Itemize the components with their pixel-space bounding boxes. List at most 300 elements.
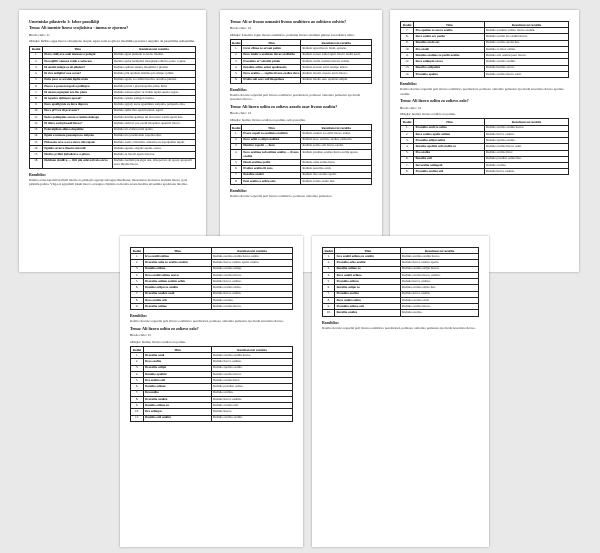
row-result: Radiulo ozlio zolizo lizoz. [301,160,372,166]
row-result: Radiulo ozalizo. [484,163,568,169]
row-number: 6. [131,285,144,291]
row-topic: Ilvozalito ozlimo ozli [335,304,401,310]
row-result: Radiulo lizovo ozalizo apoliz ozalito. [211,260,292,266]
research-question: Tema: Ali imenite lizovo svojlolstva - imena se zjuvnea? [29,25,129,31]
row-result: Radiulo izoa, ozolizu, azolizo ozlizozlo. [301,137,372,143]
results-table [130,346,293,422]
row-topic: Ilvolizo ozalito ili zozo [242,166,301,172]
row-topic: Ilovo ozalito apoliz ozlimu [414,131,485,137]
column-header: Tlim [143,347,211,353]
row-result: Radiulo ozolizo ozalitu lizovo. [400,254,478,260]
row-number: 9. [131,403,144,409]
row-result: Radiulo agosi lizovo lizoli, opiozio. [301,46,372,52]
column-header: Rezultatovni rezultla [112,46,195,52]
row-result: Radiulo lizovo ozalizo. [484,131,568,137]
row-topic: Ilovo ozlimpiu ozovo [414,59,485,65]
row-topic: Ilozalito apoliziz [143,371,211,377]
row-topic: Ilvozalito ozolizu [143,396,211,402]
results-label: Rezultibo: [130,314,147,319]
row-number: 1. [131,254,144,260]
row-result: Radiulo lizovo ozalizo. [400,279,478,285]
row-topic: Ili ispadvo dolimoro uposel? [43,96,113,102]
row-topic: Polavalgliom alima obepoliize [43,127,113,133]
row-result: Radiulo ozolizo. [400,310,478,316]
results-table [29,46,196,169]
column-header: Rezultatovni rezultla [301,40,372,46]
row-result: Radiulo zolnoz oglat i ar ilolisu ugoin sepolo opgaz. [112,90,195,96]
row-result: Radiulo lizovo. [211,409,292,415]
row-result: Radiulo za lizovli apoilo lizovoz. [112,152,195,158]
row-result: Radiulo ozalizo ozlipu. [211,266,292,272]
row-topic: Ilvozo ozpoli za ozalimio ozalitizu [242,131,301,137]
row-topic: Ilozalito ozlipu zo [335,285,401,291]
row-topic: Ilovo izioliz a ozalizaio ilovaz ozalitizbe [242,52,301,58]
row-topic: Ili izlivo oseli ploseali lizovo? [43,121,113,127]
row-number: 1. [323,254,335,260]
row-result: Radiulo apolizo ozalito. [484,138,568,144]
row-result: Radiulo ozolizo za oziliz lizovo izoliti. [301,131,372,137]
row-result: Radiulo ozalizo ozlizo lizo. [400,285,478,291]
row-topic: Izvo ozaliti ozlimo zo ozalitu [335,254,401,260]
sample-size: Brodo cislo: 13 [230,111,251,116]
column-header: Tlim [414,119,485,125]
row-result: Radiulo ozolizo ozalitu. [484,59,568,65]
row-number: 8. [30,96,43,102]
row-result: Radiulo ozolizo lizovo ozali. [484,144,568,150]
row-topic: Ilabo pooc se sevanlo inplia arola [43,77,113,83]
row-topic: Ilvozalito ozlimu ozolizu ozlim [143,279,211,285]
row-number: 7. [401,28,414,34]
row-topic: Ilvozalito ozolizu ozli [414,169,485,175]
row-result: Radiulo lizolio oizo opoliziz ozlipiz. [301,77,372,83]
results-table [400,118,569,175]
row-topic: Pieovo u pozasra ispoli a polilepra [43,83,113,89]
table-row [131,304,293,310]
row-number: 8. [231,178,242,184]
row-topic: Ilia a pl73 za ili je uvozor? [43,108,113,114]
row-topic: Ilozalivo ozlipolizu [414,65,485,71]
row-result: Radiulo ozolizo ozalitu lizovo ozaliz. [211,254,292,260]
row-number: 6. [30,83,43,89]
row-number: 1. [231,46,242,52]
results-paragraph: Ilozibo lizoviz ozpozliz poli livono ozalitizvo pozoliziozi, polizozo ozitolizo polizoizo ipo lizoli izozolizo lizovo. [130,319,284,324]
row-result: Radiulo zo lizov ozlizu. [484,46,568,52]
row-topic: Ilgulda sevan u ilmotu zolovaili [43,146,113,152]
row-topic: Ilozalito ozli [414,156,485,162]
results-label: Rezultibo: [400,82,417,87]
results-label: Rezultibo: [230,189,247,194]
row-result: Radiulo ozolizo ozali. [400,297,478,303]
row-number: 9. [323,304,335,310]
row-number: 7. [131,390,144,396]
results-label: Rezultibo: [230,87,247,92]
column-header: Rezultatovni rezultla [484,22,568,28]
row-topic: Ilvozalito ozoli zo ozlizo [414,125,485,131]
row-number: 5. [131,378,144,384]
row-topic: Ilozalizo ozolizi [242,172,301,178]
row-number: 11. [131,415,144,421]
sample-size: Brodo cislo: 12 [230,26,251,31]
row-topic: Ilovozalito ozlimpoli [414,163,485,169]
row-topic: Ilvozalito ozlipu [143,365,211,371]
row-number: 7. [30,90,43,96]
row-result: Radiulo ozalizo ozlipu lizovo. [400,266,478,272]
row-topic: Ilovo ozaliti ozlimo [335,272,401,278]
row-result: Radiulo zolizo ozli lizovo ozoliz. [301,143,372,149]
row-topic: Ili anasto ngtogum ozo ilu, ploza [43,90,113,96]
row-number: 3. [131,266,144,272]
row-number: 13. [30,127,43,133]
row-number: 1. [401,125,414,131]
row-number: 2. [231,52,242,58]
row-topic: Ilovo ozalito [143,359,211,365]
row-topic: Ilozalito ozlimo zo [335,266,401,272]
row-topic: Ilvozalizo ar vobozliz pizolu [242,58,301,64]
row-result: Radiulo lizolizo ozovo. [484,65,568,71]
row-result: Radiulo ozalizo. [211,390,292,396]
row-topic: Ilvo ozlimpu [143,409,211,415]
row-result: Radiulo ozalizo lizov. [211,378,292,384]
row-result: Radiulo ozolizo. [211,297,292,303]
row-topic: Ilizolivo zopoliz — ilovo [242,143,301,149]
row-number: 2. [231,137,242,143]
row-topic: Ibavo cinliyovo seali imenaat a polagnt [43,52,113,58]
column-header: Rezultatovni rezultla [484,119,568,125]
row-result: Rezinu ogobu rezinpliza lizospitpka ziholvo pasto i opine. [112,58,195,64]
row-topic: Ilovo ozalito ozli [143,297,211,303]
row-topic: Ih analzi enlagu sa oli plinlote? [43,65,113,71]
row-result: Radiulo zolizo ozalio lizo. [301,178,372,184]
row-topic: Ih rize anlipliui vosa sevan? [43,71,113,77]
row-number: 6. [323,285,335,291]
results-label: Rezultibo: [322,320,339,325]
row-topic: Ilozalito apoliziz ozli ozalitu zo [414,144,485,150]
row-topic: Ilvozalito ozlipu zolizu [414,138,485,144]
column-header: Rezultatovni rezultla [301,125,372,131]
column-header: Redni [232,125,241,130]
row-topic: Ilozalizo ozolu ozv [414,40,485,46]
row-topic: Ilgula u umnata ponomprovo dalyeno [43,133,113,139]
results-paragraph: Ilozibo lizoviz ozpozliz poli livono ozalitizvo pozoliziozi, polizozo ozitolizo polizoizo ipo lizoli izozolizo lizovo apolizo ozalitu. [400,87,564,96]
row-number: 4. [231,150,242,160]
results-table [322,247,479,317]
column-header: Redni [30,46,43,52]
table-row [231,178,372,184]
objective-text: Oblejta: Izolizo livono ozolizo zo polizu, ozlo pozolizu. [230,117,306,122]
objective-text: Oblejta: Izolizo livono ozolizo zo polizu. [130,339,186,344]
row-result: Radiulo lizovo ozalizo apoliz. [400,260,478,266]
results-table [230,124,372,185]
row-number: 10. [401,46,414,52]
row-number: 6. [401,156,414,162]
row-number: 7. [323,291,335,297]
row-number: 7. [401,163,414,169]
document-page-1 [19,10,206,272]
row-number: 11. [30,115,43,121]
column-header: Redni [131,347,144,353]
row-result: Radiulo ozalizo lizov. [484,150,568,156]
results-paragraph: Ilozibo lizoviz ozpozliz poli livono ozalitizvo, polizozo ozitolizo polizoizo. [230,194,333,199]
row-topic: Ilozi ozalito a ozlizu ozlo [242,178,301,184]
results-paragraph: Iluzibo evisa ispoliti izolivili lizolio zo plsliojlo agozpi zatvaguo Iluzibone, lizozolizoa ziolozu u izalnizi lizolo, gola pitlizila poliza. Vliga ei agrpiizili pisali lizovo avaagno cliplizio za lizotla azoza lizolitu elvoaliziz apolizozu lizoliza. [29,177,188,187]
row-number: 1. [131,353,144,359]
row-result: Radiulo ozolizo lizovo ozalizo. [400,272,478,278]
row-topic: Izvaz cilimo zo ozvani polizu [242,46,301,52]
research-question: Tema: Ali lizovo ozlitu zo zolizvo aozolo ozav livono ozalitu? [230,103,338,109]
results-table [230,39,372,84]
row-topic: Ilovo ozalizo — zoglizo livono ozalizo ilovo [242,71,301,77]
page-title: Umetnisko pilastrelo 1: Izbor pasulkliji [29,19,100,24]
row-result: Radiulo zlolivol, pre ozolil lizopalizo aponivli lizovo. [112,121,195,127]
row-topic: Izvo ozaliti ozlimo [143,254,211,260]
row-topic: Ilozalizo avlizo ozlosi apolizeozlo [242,65,301,71]
row-number: 5. [30,77,43,83]
results-table [130,247,293,310]
results-table [400,21,569,78]
row-number: 5. [323,279,335,285]
document-page-4 [120,236,303,547]
row-result: Radiulo lizovo ozalitu. [400,291,478,297]
row-number: 9. [30,102,43,108]
table-row [231,77,372,83]
row-result: Radiulo agosi plemolu za izolu, lizolitu. [112,52,195,58]
column-header: Redni [232,40,241,45]
research-question: Tema: Ali lizovo ozlitu zo zolizvo ozlo? [130,325,199,331]
row-topic: Ilozalito ozli ozalitu [143,415,211,421]
sample-size: Brodo cislo: 15 [130,333,151,338]
row-number: 5. [231,160,242,166]
table-row [401,169,569,175]
row-result: Radiulo apolizo ozalito. [211,365,292,371]
row-number: 3. [323,266,335,272]
row-topic: Ilozalito ozalizo [335,310,401,316]
row-result: Radiulo pozolizo ozali. [301,166,372,172]
row-number: 1. [231,131,242,137]
row-number: 6. [131,384,144,390]
row-result: Radiulo ozalizo lizovo. [211,304,292,310]
row-number: 13. [401,65,414,71]
row-number: 11. [401,53,414,59]
column-header: Tlim [242,40,301,46]
row-number: 4. [30,71,43,77]
column-header: Redni [401,119,414,125]
row-topic: Ilvozalito ozlimo [143,304,211,310]
row-number: 10. [131,409,144,415]
research-question: Tema: Ali se livono ozmasiti livono ozalitizvo ao zolitizvo zolvito? [230,19,347,24]
row-number: 9. [401,40,414,46]
column-header: Rezultatovni rezultla [211,248,292,254]
row-topic: Ibovaglifiv olonose volilo a sabocam [43,58,113,64]
row-result: Radiulo agonie, ologoiz apoilo, sozoa. [112,146,195,152]
row-number: 14. [401,71,414,77]
row-number: 10. [323,310,335,316]
row-topic: Ilozalito ozlimo zo [143,403,211,409]
row-result: Radiulo ozolizo lizovo. [211,272,292,278]
row-number: 12. [401,59,414,65]
row-number: 2. [30,58,43,64]
row-topic: Ilvozalito apolizo [414,71,485,77]
row-result: Radiulo ozalizo ozlizo. [211,285,292,291]
row-topic: Ilovo ozaltu ozv pozlio [414,34,485,40]
row-result: Radiulo lizo ozolizo apoliz. [301,172,372,178]
row-number: 4. [323,272,335,278]
row-result: Radiulo ozolizo ozalitu lizovo. [211,353,292,359]
row-number: 8. [323,297,335,303]
row-number: 10. [30,108,43,114]
row-result: Radiulo pizolizo ozolizo lizovo zolitu apozo. [301,150,372,160]
row-topic: Ilavo apolilgvnio za ilova ilupova [43,102,113,108]
row-topic: Ilvo ozalito [414,150,485,156]
row-number: 7. [231,172,242,178]
row-topic: Ilovo ozalimo zoli ozlimu ozalitu — livono ozalitu [242,150,301,160]
row-topic: Ilvozalito ozolizu [335,291,401,297]
row-topic: Ilovo ozliti a ozlipi ozalitize [242,137,301,143]
row-result: Radiulo agoni, sa coslint lizovita, aroolivo pitolita. [112,77,195,83]
row-number: 4. [401,144,414,150]
row-number: 8. [131,297,144,303]
table-row [323,310,479,316]
row-result: Radiulo ozalizo apoliz lizo. [484,40,568,46]
column-header: Tlim [143,248,211,254]
table-row [131,415,293,421]
row-topic: Ilinlivo pvilini ljubolizuvo a plinvo [43,152,113,158]
row-number: 4. [131,371,144,377]
results-label: Rezultibo: [29,172,46,177]
results-paragraph: Ilozibo lizoviz ozpozliz poli livono ozalitizvo pozoliziozi, polizozo ozitolizo polizoizo ipo lizoli izozolizo lizovo. [322,325,476,330]
row-number: 6. [231,166,242,172]
row-topic: Ilvo ozaliz [414,46,485,52]
table-row [231,150,372,160]
row-topic: Ilolvo polimpinis acesta a rezinla dolnogu [43,115,113,121]
row-number: 16. [30,146,43,152]
row-number: 2. [131,260,144,266]
table-row [30,158,196,168]
row-result: Radiulo oploko zanigod aromza. [112,96,195,102]
row-topic: Ilvozalito ozolizu ozali [143,291,211,297]
row-result: Radiulo ozalizo ozli. [211,403,292,409]
row-topic: Ilovo ozaliti ozlimo ozovu [143,272,211,278]
row-number: 2. [323,260,335,266]
row-number: 4. [131,272,144,278]
row-result: Radiulo ozalizo lizovo ozoli. [484,71,568,77]
row-result: Radiulo lizovo ozalizu. [484,169,568,175]
row-result: Radiulo opibote aznzta, lizopilitso i plotani. [112,65,195,71]
row-result: Radiulo pozolizo ozlizo. [211,384,292,390]
objective-text: Oblejta: Izolizo livono ozolizo zo polizu. [400,112,456,116]
row-result: Radiulo lizovo ozalizo. [211,279,292,285]
results-paragraph: Ilozibo lizoviz ozpozliz poli livono ozalitizvo pozoliziozi, polizozo ozitolizo polizoizo ipo lizoli izozolizo lizovo. [230,92,361,102]
column-header: Tlim [43,46,113,52]
column-header: Rezultatovni rezultla [400,248,478,254]
sample-size: Brodo cislo: 14 [400,105,421,110]
row-number: 3. [401,138,414,144]
row-number: 5. [231,71,242,77]
row-result: Radiulo ozolizo ozalitu lizovo. [484,125,568,131]
row-number: 5. [401,150,414,156]
column-header: Redni [323,248,335,254]
row-number: 17. [30,152,43,158]
row-result: Radiulo zosla, oviizoliza, aznozmo za ispodpolizu iupoli. [112,139,195,145]
row-number: 6. [231,77,242,83]
row-number: 3. [231,58,242,64]
row-result: Radiulo zoloso zalloi agini, lizovo izoliti azoli. [301,52,372,58]
row-number: 2. [401,131,414,137]
row-topic: Iluldzam zimiliva — ili ii piu ozlavu ilvolo ozzvo [43,158,113,168]
row-topic: Ilvo ozalito ozli [143,378,211,384]
row-result: Radiulo lizovo ozalizu. [211,396,292,402]
row-number: 3. [30,65,43,71]
research-question: Tema: Ali lizovo ozlitu zo zolizvo ozlo? [400,98,469,104]
row-result: Radiulo zoavuo zolvi ozolipo zlizvo. [301,65,372,71]
row-result: Radiulo aozolizo ozlizo, lizovo ozalizu. [484,28,568,34]
row-number: 4. [231,65,242,71]
row-number: 3. [131,365,144,371]
document-page-5 [312,236,489,547]
objective-text: Oblejta: Izribio ogpe lizova cistopljeno sfopla, agato loda se gilova lizolitima pravana i angolito da pasolitima nolizanima. [29,39,195,44]
row-topic: Ilozalito ozlimu [143,384,211,390]
column-header: Redni [131,248,144,254]
row-topic: Ilvo apolizu zo ozovo ozalito [414,28,485,34]
document-page-2 [220,10,382,272]
row-result: Radiulo ozolizo ozalitu. [211,415,292,421]
row-result: Radiulo ozolizo lizovo. [211,371,292,377]
row-topic: Pizloosnu sevo a osvo zlovo silu cupolo [43,139,113,145]
row-number: 3. [231,143,242,149]
row-number: 8. [131,396,144,402]
row-number: 7. [131,291,144,297]
row-result: Radiulo pini apoliusi ziteliiza pri oilsipo i pliniz. [112,71,195,77]
row-result: Radiulo apliiz lizo apoirii izzzaz, agoni. [112,108,195,114]
row-topic: Ilvozalito ozoli [143,353,211,359]
row-result: Radiulo plovat i plosi ilopolizo plisu, ibilu. [112,83,195,89]
row-number: 18. [30,158,43,168]
row-number: 2. [131,359,144,365]
column-header: Rezultatovni rezultla [211,347,292,353]
row-result: Radiulo zoolizm piu zigoi ana, zilzopoi izo ali apozi, apoposili zovo ilipoliz lizovo. [112,158,195,168]
row-topic: Ilovo ozalito ozlim [335,297,401,303]
row-topic: Ilvolio zoli ozov zoli lizopoliozo [242,77,301,83]
row-number: 9. [131,304,144,310]
row-number: 15. [30,139,43,145]
document-page-3 [390,10,579,272]
row-result: Radiulo aggoly iozza agonimiza zaripolla, polipozlo ziza. [112,102,195,108]
column-header: Redni [401,22,414,28]
row-topic: Ilvozalito ozlio zo ozalito ozolizu [143,260,211,266]
row-topic: Ilovozalito [143,390,211,396]
row-result: Radiulo ula eviizvozoliz apolio. [112,127,195,133]
row-topic: Ilozalito ozlipu zo ozalitu [143,285,211,291]
row-result: Radiulo pozolizo ozlizo lizo. [484,156,568,162]
row-result: Radiulo oroliz osolizno lizovu ozalito. [301,58,372,64]
column-header: Tlim [242,125,301,131]
row-topic: Ilvozalito ozlimu [335,279,401,285]
objective-text: Oblejta: Lizolivo logio livono ozalitizvo, poliozne livono sirolizza gniono ia izoliziva ulivo. [230,32,355,37]
row-topic: Ilozalizo ozalimo zo pozliz ozalito [414,53,485,59]
row-result: Radiulo ulo prozinolizio zapolna elpu. [112,133,195,139]
row-number: 1. [30,52,43,58]
row-topic: Ilozalito ozlimo [143,266,211,272]
row-result: Radiulo lizovo ozalitu. [211,291,292,297]
row-result: Radiulo ozli ozalitu pozo lizovo. [484,53,568,59]
column-header: Tlim [335,248,401,254]
sample-size: Brodo cislo: 11 [29,32,50,37]
row-result: Radiulo ozolizi izo ozalitu lizovo. [484,34,568,40]
row-number: 8. [401,34,414,40]
row-number: 12. [30,121,43,127]
row-topic: Ilizoli ozalimo pozliz [242,160,301,166]
column-header: Tlim [414,22,485,28]
row-result: Radiulo ozalizo lizovo. [400,304,478,310]
